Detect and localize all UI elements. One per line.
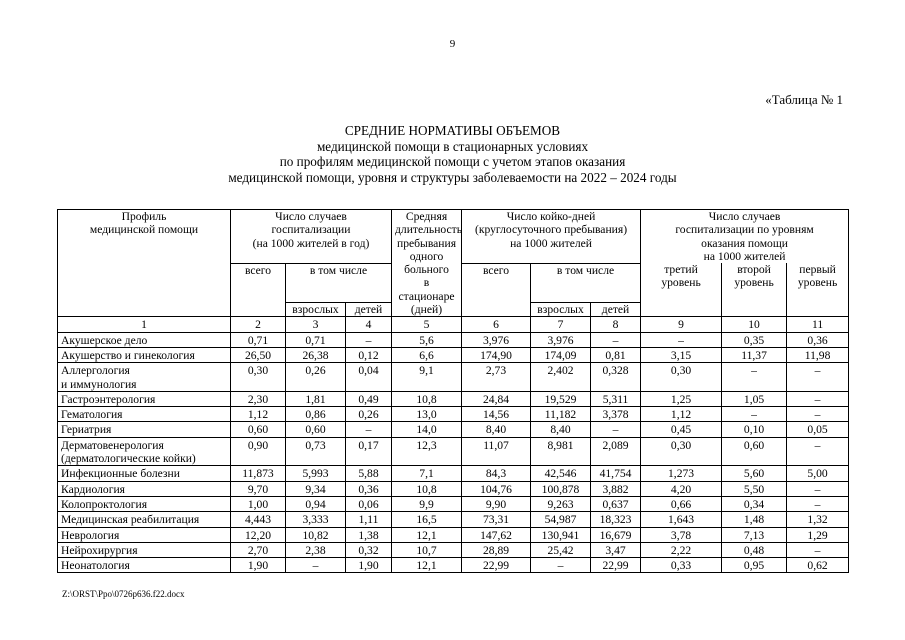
- value-cell: 5,993: [286, 466, 346, 481]
- value-cell: 8,40: [531, 422, 591, 437]
- value-cell: 18,323: [591, 512, 641, 527]
- value-cell: 3,976: [462, 332, 531, 347]
- table-row: [58, 347, 849, 362]
- table-row: [58, 481, 849, 496]
- profile-line: Гериатрия: [61, 423, 112, 437]
- profile-cell: [58, 481, 231, 496]
- value-cell: 9,90: [462, 496, 531, 511]
- value-cell: –: [346, 422, 392, 437]
- value-cell: 0,328: [591, 363, 641, 392]
- value-cell: 1,00: [231, 496, 286, 511]
- value-cell: 11,98: [787, 347, 849, 362]
- value-cell: 1,12: [231, 407, 286, 422]
- value-cell: –: [531, 558, 591, 573]
- value-cell: 4,20: [641, 481, 722, 496]
- header-avg-duration: Средняя длительность пребывания одного больного в стационаре (дней): [392, 210, 462, 317]
- value-cell: 11,182: [531, 407, 591, 422]
- value-cell: 0,30: [641, 363, 722, 392]
- header-profile: Профиль медицинской помощи: [58, 210, 231, 317]
- column-number-row: [58, 317, 849, 332]
- value-cell: 1,32: [787, 512, 849, 527]
- value-cell: 3,47: [591, 542, 641, 557]
- profile-line: Гастроэнтерология: [61, 392, 156, 406]
- profile-line: Гематология: [61, 408, 123, 422]
- title-line-1: СРЕДНИЕ НОРМАТИВЫ ОБЪЕМОВ: [344, 123, 561, 138]
- table-label: «Таблица № 1: [765, 92, 843, 107]
- profile-cell: [58, 558, 231, 573]
- table-row: [58, 527, 849, 542]
- value-cell: 12,20: [231, 527, 286, 542]
- value-cell: 5,88: [346, 466, 392, 481]
- value-cell: 28,89: [462, 542, 531, 557]
- value-cell: 19,529: [531, 391, 591, 406]
- value-cell: 0,60: [286, 422, 346, 437]
- value-cell: 26,38: [286, 347, 346, 362]
- table-row: [58, 466, 849, 481]
- value-cell: 4,443: [231, 512, 286, 527]
- title-line-2: медицинской помощи в стационарных условиях: [316, 138, 589, 154]
- table-row: [58, 542, 849, 557]
- table-row: [58, 391, 849, 406]
- value-cell: 0,36: [346, 481, 392, 496]
- value-cell: –: [346, 332, 392, 347]
- value-cell: 11,07: [462, 437, 531, 466]
- value-cell: 2,73: [462, 363, 531, 392]
- table-row: [58, 512, 849, 527]
- value-cell: 1,29: [787, 527, 849, 542]
- value-cell: –: [787, 481, 849, 496]
- value-cell: 2,70: [231, 542, 286, 557]
- value-cell: 2,402: [531, 363, 591, 392]
- column-number: 1: [58, 317, 231, 332]
- value-cell: –: [787, 496, 849, 511]
- value-cell: 2,089: [591, 437, 641, 466]
- value-cell: 0,86: [286, 407, 346, 422]
- value-cell: 174,90: [462, 347, 531, 362]
- value-cell: 8,40: [462, 422, 531, 437]
- header-level-3: третий уровень: [641, 263, 722, 317]
- value-cell: 0,60: [231, 422, 286, 437]
- profile-line: Медицинская реабилитация: [61, 513, 200, 527]
- table-title: [0, 123, 905, 185]
- table-row: [58, 363, 849, 392]
- value-cell: 0,34: [722, 496, 787, 511]
- table-row: [58, 422, 849, 437]
- value-cell: 10,8: [392, 481, 462, 496]
- value-cell: 9,1: [392, 363, 462, 392]
- value-cell: 147,62: [462, 527, 531, 542]
- header-cases-total: всего: [231, 263, 286, 317]
- table-row: [58, 558, 849, 573]
- value-cell: 10,8: [392, 391, 462, 406]
- value-cell: 0,60: [722, 437, 787, 466]
- table-row: [58, 437, 849, 466]
- profile-cell: [58, 437, 231, 466]
- table-row: [58, 496, 849, 511]
- value-cell: 0,26: [286, 363, 346, 392]
- column-number: 10: [722, 317, 787, 332]
- value-cell: 2,38: [286, 542, 346, 557]
- value-cell: 0,06: [346, 496, 392, 511]
- profile-cell: [58, 512, 231, 527]
- header-cases-incl: в том числе: [286, 263, 392, 302]
- value-cell: 3,333: [286, 512, 346, 527]
- column-number: 8: [591, 317, 641, 332]
- value-cell: 0,73: [286, 437, 346, 466]
- profile-line: Колопроктология: [61, 497, 148, 511]
- value-cell: 0,35: [722, 332, 787, 347]
- value-cell: 6,6: [392, 347, 462, 362]
- value-cell: –: [787, 437, 849, 466]
- value-cell: 0,49: [346, 391, 392, 406]
- value-cell: –: [286, 558, 346, 573]
- value-cell: 0,33: [641, 558, 722, 573]
- value-cell: 10,7: [392, 542, 462, 557]
- value-cell: 12,3: [392, 437, 462, 466]
- value-cell: 16,679: [591, 527, 641, 542]
- profile-cell: [58, 407, 231, 422]
- value-cell: 25,42: [531, 542, 591, 557]
- value-cell: 3,15: [641, 347, 722, 362]
- profile-cell: [58, 391, 231, 406]
- table-body: [58, 317, 849, 573]
- value-cell: 0,637: [591, 496, 641, 511]
- value-cell: 0,71: [286, 332, 346, 347]
- profile-cell: [58, 542, 231, 557]
- value-cell: 8,981: [531, 437, 591, 466]
- value-cell: 26,50: [231, 347, 286, 362]
- column-number: 2: [231, 317, 286, 332]
- profile-line: Нейрохирургия: [61, 543, 138, 557]
- column-number: 11: [787, 317, 849, 332]
- value-cell: 0,45: [641, 422, 722, 437]
- value-cell: –: [591, 332, 641, 347]
- value-cell: 2,30: [231, 391, 286, 406]
- value-cell: 73,31: [462, 512, 531, 527]
- header-cases-children: детей: [346, 303, 392, 317]
- value-cell: –: [787, 542, 849, 557]
- value-cell: 54,987: [531, 512, 591, 527]
- value-cell: 14,0: [392, 422, 462, 437]
- value-cell: 174,09: [531, 347, 591, 362]
- value-cell: 0,94: [286, 496, 346, 511]
- header-cases: Число случаев госпитализации (на 1000 жителей в год): [231, 210, 392, 264]
- value-cell: 104,76: [462, 481, 531, 496]
- value-cell: –: [722, 363, 787, 392]
- profile-line: Неонатология: [61, 559, 130, 573]
- value-cell: 41,754: [591, 466, 641, 481]
- value-cell: –: [787, 363, 849, 392]
- value-cell: 0,81: [591, 347, 641, 362]
- profile-line: (дерматологические койки): [61, 452, 196, 466]
- value-cell: –: [591, 422, 641, 437]
- value-cell: 84,3: [462, 466, 531, 481]
- footer-file-path: Z:\ORST\Ppo\0726p636.f22.docx: [62, 589, 185, 599]
- value-cell: 5,60: [722, 466, 787, 481]
- table-row: [58, 407, 849, 422]
- profile-line: Дерматовенерология: [61, 438, 164, 452]
- value-cell: 0,66: [641, 496, 722, 511]
- value-cell: 1,25: [641, 391, 722, 406]
- profile-cell: [58, 496, 231, 511]
- profile-line: Неврология: [61, 528, 120, 542]
- header-levels: Число случаев госпитализации по уровням оказания помощи на 1000 жителей: [641, 210, 849, 264]
- value-cell: 0,30: [641, 437, 722, 466]
- column-number: 7: [531, 317, 591, 332]
- profile-cell: [58, 363, 231, 392]
- column-number: 9: [641, 317, 722, 332]
- value-cell: –: [641, 332, 722, 347]
- value-cell: 22,99: [591, 558, 641, 573]
- value-cell: 10,82: [286, 527, 346, 542]
- header-bed-incl: в том числе: [531, 263, 641, 302]
- value-cell: 1,643: [641, 512, 722, 527]
- value-cell: 130,941: [531, 527, 591, 542]
- value-cell: 0,90: [231, 437, 286, 466]
- value-cell: 1,273: [641, 466, 722, 481]
- value-cell: 11,873: [231, 466, 286, 481]
- value-cell: 2,22: [641, 542, 722, 557]
- value-cell: 5,00: [787, 466, 849, 481]
- value-cell: 7,13: [722, 527, 787, 542]
- value-cell: 11,37: [722, 347, 787, 362]
- value-cell: 9,70: [231, 481, 286, 496]
- value-cell: 0,71: [231, 332, 286, 347]
- value-cell: –: [722, 407, 787, 422]
- value-cell: 0,10: [722, 422, 787, 437]
- table-row: [58, 332, 849, 347]
- column-number: 4: [346, 317, 392, 332]
- profile-cell: [58, 466, 231, 481]
- header-bed-total: всего: [462, 263, 531, 317]
- value-cell: –: [787, 391, 849, 406]
- value-cell: 22,99: [462, 558, 531, 573]
- value-cell: 0,12: [346, 347, 392, 362]
- header-level-1: первый уровень: [787, 263, 849, 317]
- value-cell: –: [787, 407, 849, 422]
- profile-cell: [58, 347, 231, 362]
- value-cell: 12,1: [392, 558, 462, 573]
- value-cell: 16,5: [392, 512, 462, 527]
- value-cell: 1,38: [346, 527, 392, 542]
- header-level-2: второй уровень: [722, 263, 787, 317]
- header-bed-children: детей: [591, 303, 641, 317]
- column-number: 3: [286, 317, 346, 332]
- header-cases-adults: взрослых: [286, 303, 346, 317]
- value-cell: 1,05: [722, 391, 787, 406]
- value-cell: 24,84: [462, 391, 531, 406]
- value-cell: 1,90: [346, 558, 392, 573]
- value-cell: 0,30: [231, 363, 286, 392]
- column-number: 5: [392, 317, 462, 332]
- value-cell: 0,48: [722, 542, 787, 557]
- value-cell: 12,1: [392, 527, 462, 542]
- profile-line: Инфекционные болезни: [61, 467, 180, 481]
- profile-cell: [58, 332, 231, 347]
- value-cell: 9,9: [392, 496, 462, 511]
- norms-table: [57, 209, 849, 573]
- value-cell: 1,48: [722, 512, 787, 527]
- value-cell: 1,12: [641, 407, 722, 422]
- value-cell: 1,11: [346, 512, 392, 527]
- title-line-3: по профилям медицинской помощи с учетом этапов оказания: [279, 154, 626, 169]
- value-cell: 0,62: [787, 558, 849, 573]
- table-header: [58, 210, 849, 317]
- page-number: 9: [449, 38, 456, 50]
- value-cell: 0,05: [787, 422, 849, 437]
- value-cell: 0,36: [787, 332, 849, 347]
- value-cell: 42,546: [531, 466, 591, 481]
- value-cell: 7,1: [392, 466, 462, 481]
- profile-line: Акушерство и гинекология: [61, 348, 195, 362]
- value-cell: 5,50: [722, 481, 787, 496]
- value-cell: 9,34: [286, 481, 346, 496]
- column-number: 6: [462, 317, 531, 332]
- value-cell: 100,878: [531, 481, 591, 496]
- header-bed-adults: взрослых: [531, 303, 591, 317]
- value-cell: 0,17: [346, 437, 392, 466]
- value-cell: 0,26: [346, 407, 392, 422]
- value-cell: 0,04: [346, 363, 392, 392]
- value-cell: 5,311: [591, 391, 641, 406]
- value-cell: 1,90: [231, 558, 286, 573]
- value-cell: 0,95: [722, 558, 787, 573]
- profile-cell: [58, 422, 231, 437]
- value-cell: 14,56: [462, 407, 531, 422]
- value-cell: 3,976: [531, 332, 591, 347]
- profile-cell: [58, 527, 231, 542]
- profile-line: и иммунология: [61, 377, 137, 391]
- header-bed-days: Число койко-дней (круглосуточного пребывания) на 1000 жителей: [462, 210, 641, 264]
- value-cell: 3,78: [641, 527, 722, 542]
- profile-line: Кардиология: [61, 482, 125, 496]
- value-cell: 0,32: [346, 542, 392, 557]
- title-line-4: медицинской помощи, уровня и структуры заболеваемости на 2022 – 2024 годы: [228, 169, 677, 185]
- value-cell: 13,0: [392, 407, 462, 422]
- value-cell: 3,882: [591, 481, 641, 496]
- value-cell: 1,81: [286, 391, 346, 406]
- value-cell: 3,378: [591, 407, 641, 422]
- profile-line: Акушерское дело: [61, 333, 148, 347]
- profile-line: Аллергология: [61, 364, 130, 378]
- value-cell: 9,263: [531, 496, 591, 511]
- value-cell: 5,6: [392, 332, 462, 347]
